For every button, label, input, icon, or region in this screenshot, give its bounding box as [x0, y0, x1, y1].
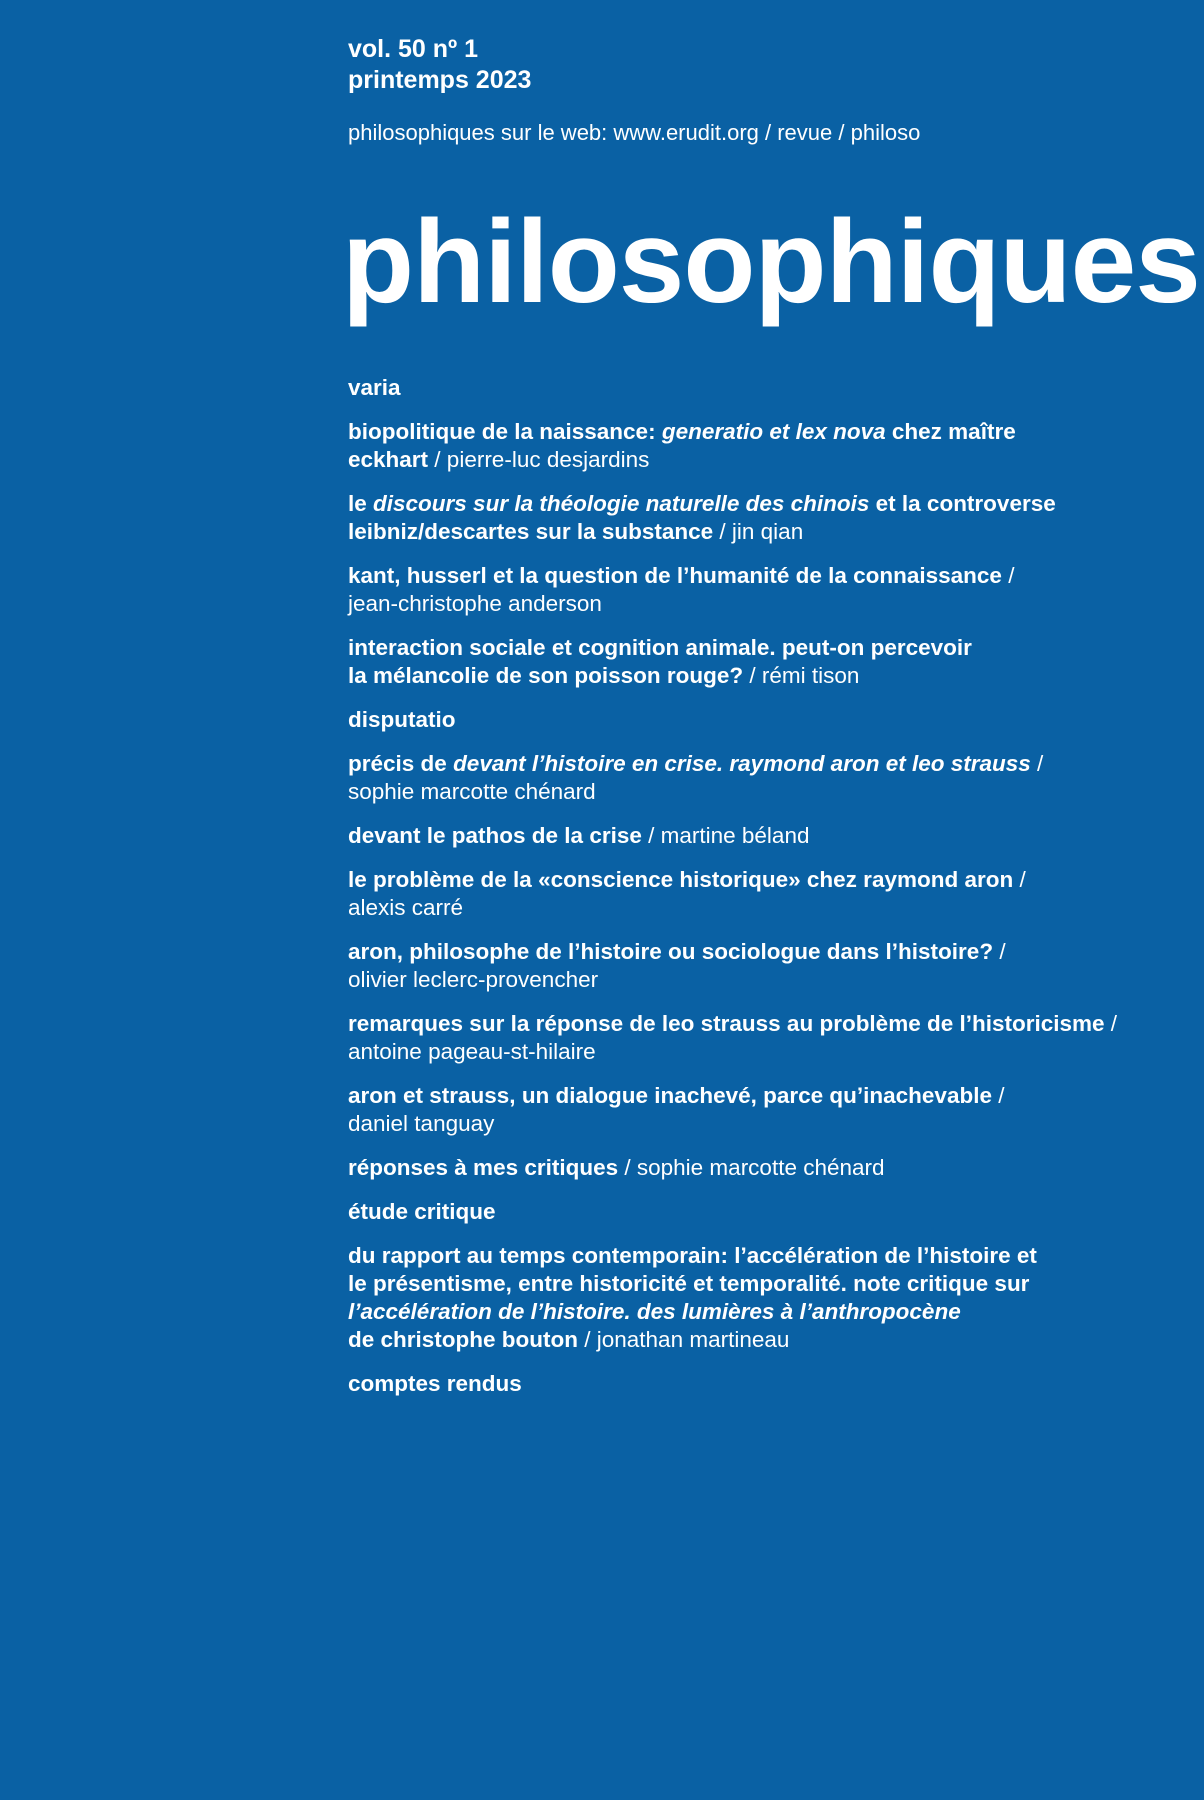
entry-author: antoine pageau-st-hilaire — [348, 1039, 596, 1064]
entry-title: interaction sociale et cognition animale. peut-on percevoir la mélancolie de son poisson rouge? — [348, 635, 972, 688]
entry-author: / pierre-luc desjardins — [428, 447, 650, 472]
toc-entry: précis de devant l’histoire en crise. raymond aron et leo strauss / sophie marcotte chénard — [348, 751, 1044, 804]
entry-title: du rapport au temps contemporain: l’accélération de l’histoire et le présentisme, entre historicité et temporalité. note critique sur l’accélération de l’histoire. des lumières à l’anthropocène de christophe bouton — [348, 1243, 1037, 1352]
entry-author: / martine béland — [641, 823, 810, 848]
entry-title: le discours sur la théologie naturelle des chinois et la controverse leibniz/descartes sur la substance — [348, 491, 1056, 544]
toc-entry — [348, 634, 1168, 690]
table-of-contents — [348, 374, 1168, 1398]
entry-title: remarques sur la réponse de leo strauss au problème de l’historicisme — [348, 1011, 1105, 1036]
volume-number: vol. 50 nº 1 — [348, 35, 479, 63]
section-heading-comptes-rendus: comptes rendus — [348, 1371, 522, 1396]
toc-entry: aron, philosophe de l’histoire ou sociologue dans l’histoire? / olivier leclerc-provencher — [348, 939, 1006, 992]
toc-entry: le problème de la «conscience historique» chez raymond aron / alexis carré — [348, 867, 1026, 920]
entry-author: / sophie marcotte chénard — [618, 1155, 885, 1180]
toc-entry — [348, 490, 1168, 546]
toc-entry — [348, 1242, 1168, 1354]
entry-title: le problème de la «conscience historique» chez raymond aron — [348, 867, 1014, 892]
toc-entry: remarques sur la réponse de leo strauss au problème de l’historicisme / antoine pageau-st-hilaire — [348, 1011, 1118, 1064]
toc-entry — [348, 822, 1168, 850]
cover-text-column — [342, 34, 1200, 1414]
entry-author: olivier leclerc-provencher — [348, 967, 599, 992]
section-heading-disputatio: disputatio — [348, 707, 456, 732]
entry-title: kant, husserl et la question de l’humanité de la connaissance — [348, 563, 1002, 588]
entry-title: précis de devant l’histoire en crise. raymond aron et leo strauss — [348, 751, 1031, 776]
entry-author: sophie marcotte chénard — [348, 779, 596, 804]
entry-author: / jonathan martineau — [578, 1327, 790, 1352]
entry-author: / jin qian — [713, 519, 804, 544]
entry-author: daniel tanguay — [348, 1111, 495, 1136]
issue-info — [348, 34, 1168, 96]
toc-entry: aron et strauss, un dialogue inachevé, parce qu’inachevable / daniel tanguay — [348, 1083, 1005, 1136]
toc-entry — [348, 1154, 1168, 1182]
entry-author: jean-christophe anderson — [348, 591, 602, 616]
toc-entry — [348, 418, 1168, 474]
entry-author: alexis carré — [348, 895, 464, 920]
entry-title: aron et strauss, un dialogue inachevé, parce qu’inachevable — [348, 1083, 992, 1108]
web-address: philosophiques sur le web: www.erudit.org / revue / philoso — [348, 120, 921, 145]
section-heading-varia: varia — [348, 375, 401, 400]
issue-season: printemps 2023 — [348, 66, 532, 94]
entry-title: aron, philosophe de l’histoire ou sociologue dans l’histoire? — [348, 939, 994, 964]
toc-entry: kant, husserl et la question de l’humanité de la connaissance / jean-christophe anderson — [348, 563, 1015, 616]
journal-title: philosophiques — [342, 196, 1200, 328]
entry-title: devant le pathos de la crise — [348, 823, 642, 848]
entry-title: biopolitique de la naissance: generatio et lex nova chez maître eckhart — [348, 419, 1016, 472]
entry-title: réponses à mes critiques — [348, 1155, 619, 1180]
section-heading-etude-critique: étude critique — [348, 1199, 496, 1224]
entry-author: / rémi tison — [743, 663, 860, 688]
